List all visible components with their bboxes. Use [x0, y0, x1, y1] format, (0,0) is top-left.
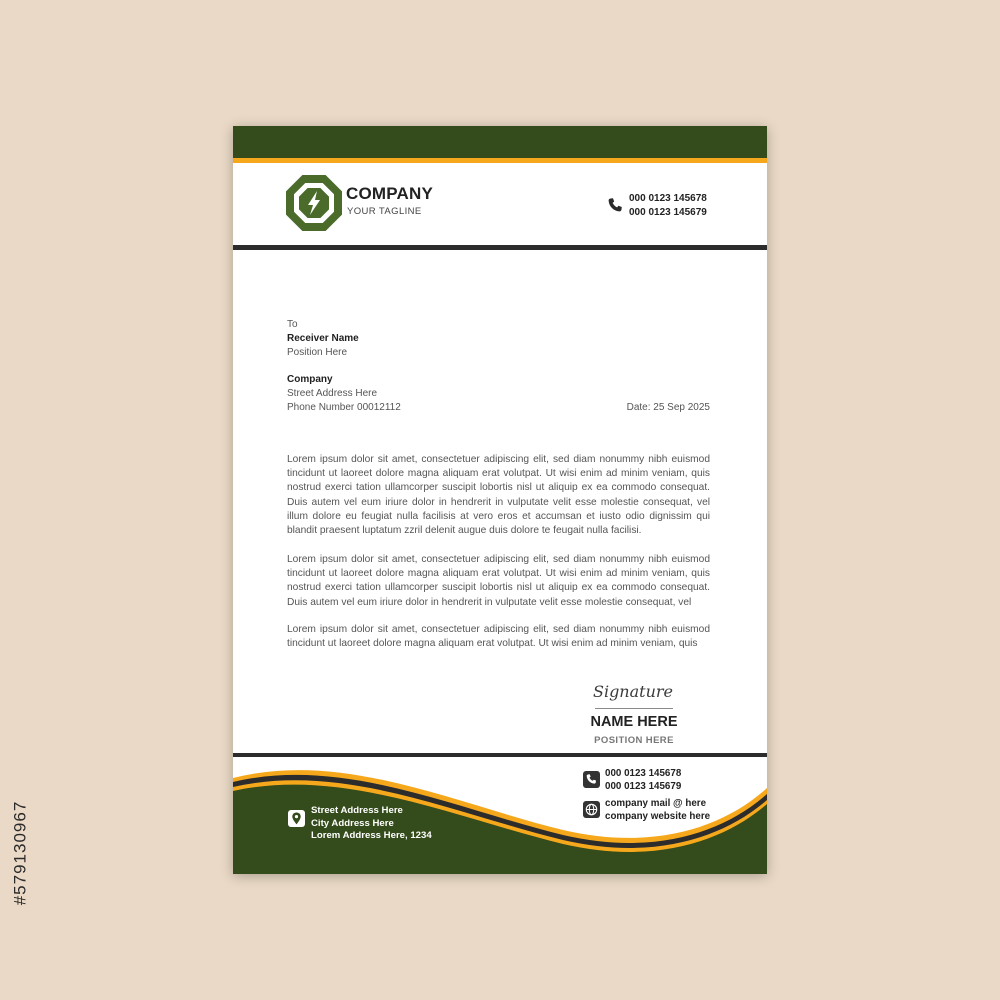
globe-icon	[583, 801, 600, 818]
signer-name: NAME HERE	[590, 714, 678, 730]
company-tagline: YOUR TAGLINE	[347, 206, 422, 217]
header-divider	[233, 245, 767, 250]
receiver-name: Receiver Name	[287, 333, 359, 344]
signature-line	[595, 708, 673, 709]
location-pin-icon	[288, 810, 305, 827]
stock-id-label	[8, 760, 32, 945]
letterhead-sheet	[233, 126, 767, 874]
body-paragraph-2: Lorem ipsum dolor sit amet, consectetuer adipiscing elit, sed diam nonummy nibh euismod tincidunt ut laoreet dolore magna aliquam erat volutpat. Ut wisi enim ad minim veniam, quis nostrud exerci tation ullamcorper suscipit lobortis nisl ut aliquip ex ea commodo consequat. Duis autem vel eum iriure dolor in hendrerit in vulputate velit esse molestie consequat, vel	[287, 554, 710, 608]
octagon-logo-icon	[286, 175, 342, 231]
footer-address-line-3: Lorem Address Here, 1234	[311, 830, 432, 841]
sender-company: Company	[287, 374, 333, 385]
sender-street: Street Address Here	[287, 388, 378, 399]
footer-address-line-1: Street Address Here	[311, 805, 403, 816]
body-paragraph-1: Lorem ipsum dolor sit amet, consectetuer adipiscing elit, sed diam nonummy nibh euismod tincidunt ut laoreet dolore magna aliquam erat volutpat. Ut wisi enim ad minim veniam, quis nostrud exerci tation ullamcorper suscipit lobortis nisl ut aliquip ex ea commodo consequat. Duis autem vel eum iriure dolor in hendrerit in vulputate velit esse molestie consequat, vel illum dolore eu feugiat nulla facilisis at vero eros et accumsan et iusto odio dignissim qui blandit praesent luptatum zzril delenit augue duis dolore te feugait nulla facilisi.	[287, 454, 710, 537]
footer-address-line-2: City Address Here	[311, 817, 394, 829]
footer-divider	[233, 753, 767, 757]
footer-website[interactable]: company website here	[605, 811, 711, 822]
phone-icon	[607, 197, 623, 213]
sender-phone: Phone Number 00012112	[287, 402, 401, 413]
footer-web-contact	[605, 797, 710, 823]
header-phone-numbers	[629, 192, 707, 220]
signer-position: POSITION HERE	[594, 735, 674, 746]
signature-script: Signature	[592, 682, 673, 701]
company-name: COMPANY	[346, 184, 434, 203]
footer-phone-icon	[583, 771, 600, 788]
footer-email[interactable]: company mail @ here	[605, 798, 707, 809]
footer-phone-2: 000 0123 145679	[605, 781, 682, 792]
letter-date: Date: 25 Sep 2025	[626, 402, 710, 413]
footer-phone-1: 000 0123 145678	[605, 768, 682, 779]
body-paragraph-3: Lorem ipsum dolor sit amet, consectetuer adipiscing elit, sed diam nonummy nibh euismod tincidunt ut laoreet dolore magna aliquam erat volutpat. Ut wisi enim ad minim veniam, quis	[287, 624, 710, 650]
header-green-band	[233, 126, 767, 158]
header-phone-1: 000 0123 145678	[629, 193, 707, 204]
header-orange-stripe	[233, 158, 767, 163]
to-label: To	[287, 319, 298, 330]
receiver-position: Position Here	[287, 347, 348, 358]
footer-address	[311, 805, 432, 843]
stock-id-text: #579130967	[10, 800, 30, 905]
footer-phone-numbers	[605, 767, 681, 793]
header-phone-2: 000 0123 145679	[629, 207, 707, 218]
